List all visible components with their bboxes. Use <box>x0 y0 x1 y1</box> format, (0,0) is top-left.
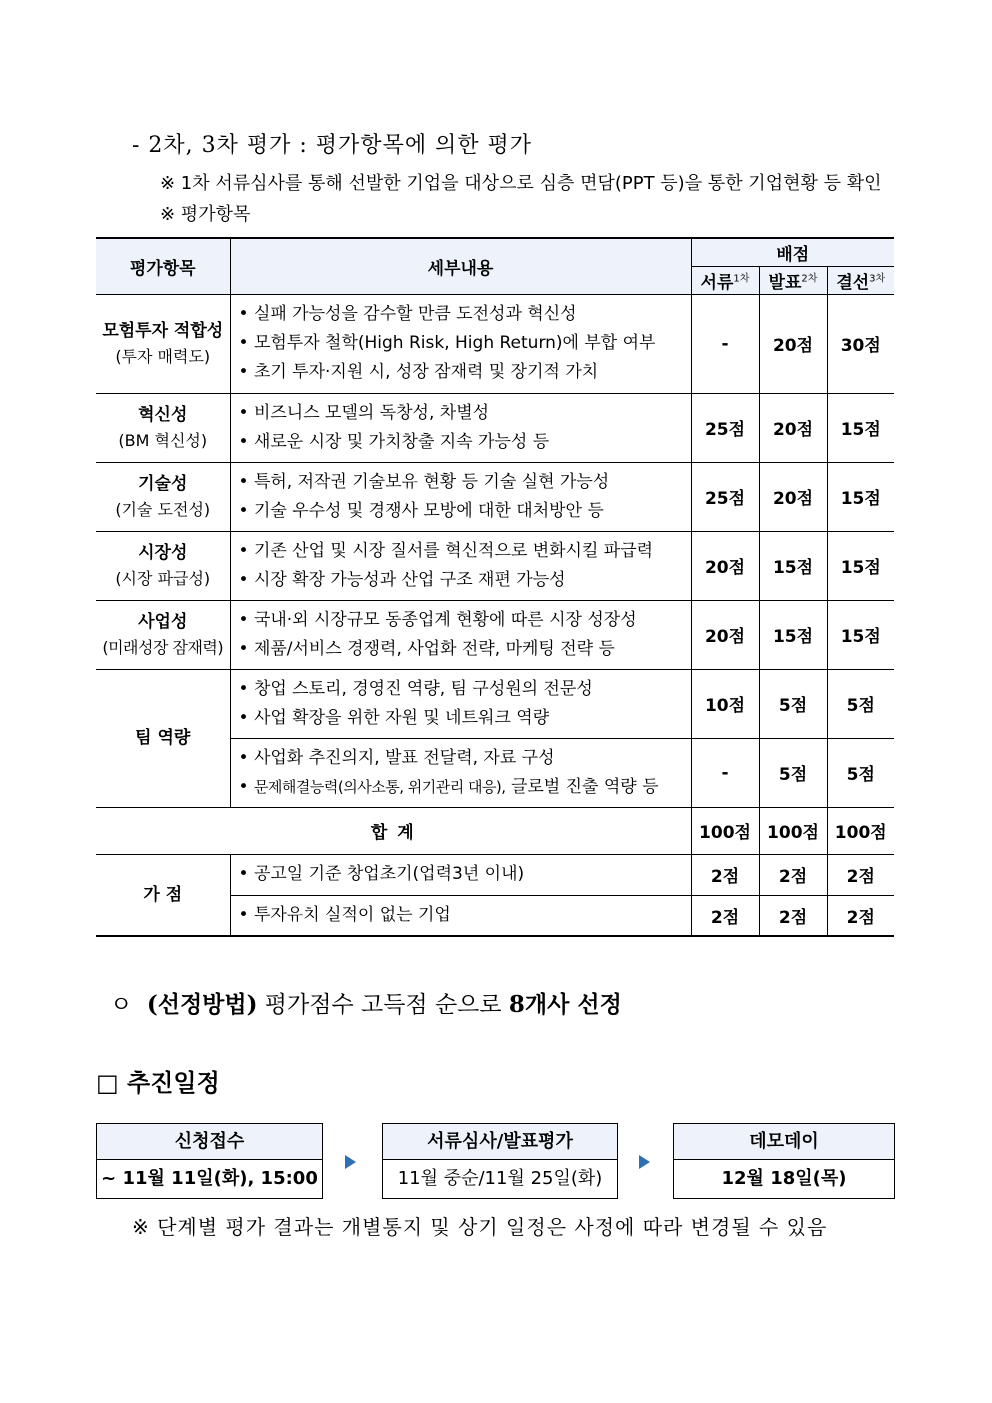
score-final: 15점 <box>827 531 894 600</box>
note-eval-items: ※ 평가항목 <box>160 204 251 225</box>
score-doc: 20점 <box>691 531 759 600</box>
step-title: 서류심사/발표평가 <box>383 1124 617 1160</box>
score-presentation: 15점 <box>759 531 827 600</box>
score-final: 15점 <box>827 600 894 669</box>
score-presentation: 5점 <box>759 738 827 807</box>
schedule-step-review <box>382 1123 618 1199</box>
detail-cell: • 창업 스토리, 경영진 역량, 팀 구성원의 전문성 • 사업 확장을 위한 자원 및 네트워크 역량 <box>230 669 691 738</box>
category-cell: 모험투자 적합성 (투자 매력도) <box>96 294 230 393</box>
score-presentation: 20점 <box>759 393 827 462</box>
score-doc: 2점 <box>691 854 759 895</box>
schedule-title: □ 추진일정 <box>96 1068 220 1097</box>
detail-cell: • 실패 가능성을 감수할 만큼 도전성과 혁신성 • 모험투자 철학(High Risk, High Return)에 부합 여부 • 초기 투자·지원 시, 성장 잠재력 및 장기적 가치 <box>230 294 691 393</box>
score-doc: 25점 <box>691 462 759 531</box>
category-cell: 혁신성 (BM 혁신성) <box>96 393 230 462</box>
header-final: 결선$^{3차}$ <box>827 266 894 294</box>
header-item: 평가항목 <box>96 238 230 294</box>
detail-cell: • 비즈니스 모델의 독창성, 차별성 • 새로운 시장 및 가치창출 지속 가능성 등 <box>230 393 691 462</box>
total-label: 합 계 <box>96 807 691 854</box>
schedule-note: ※ 단계별 평가 결과는 개별통지 및 상기 일정은 사정에 따라 변경될 수 있음 <box>132 1215 828 1239</box>
score-doc: 25점 <box>691 393 759 462</box>
category-cell: 시장성 (시장 파급성) <box>96 531 230 600</box>
score-doc: 10점 <box>691 669 759 738</box>
selection-method: ㅇ (선정방법) 평가점수 고득점 순으로 8개사 선정 <box>110 991 622 1018</box>
score-final: 2점 <box>827 895 894 936</box>
table-row <box>96 462 894 531</box>
score-presentation: 20점 <box>759 294 827 393</box>
header-presentation: 발표$^{2차}$ <box>759 266 827 294</box>
score-doc: 20점 <box>691 600 759 669</box>
step-value: ~ 11월 11일(화), 15:00 <box>101 1168 318 1189</box>
score-final: 15점 <box>827 462 894 531</box>
header-doc: 서류$^{1차}$ <box>691 266 759 294</box>
score-doc: - <box>691 294 759 393</box>
detail-cell: • 공고일 기준 창업초기(업력3년 이내) <box>230 854 691 895</box>
schedule-step-apply <box>96 1123 323 1199</box>
score-presentation: 20점 <box>759 462 827 531</box>
header-detail: 세부내용 <box>230 238 691 294</box>
score-presentation: 2점 <box>759 854 827 895</box>
evaluation-table <box>96 237 894 937</box>
score-presentation: 2점 <box>759 895 827 936</box>
table-row <box>96 669 894 738</box>
step-value: 12월 18일(목) <box>721 1168 847 1189</box>
total-final: 100점 <box>827 807 894 854</box>
detail-cell: • 기존 산업 및 시장 질서를 혁신적으로 변화시킬 파급력 • 시장 확장 가능성과 산업 구조 재편 가능성 <box>230 531 691 600</box>
step-value: 11월 중순/11월 25일(화) <box>397 1168 603 1189</box>
header-score: 배점 <box>691 238 894 266</box>
category-cell: 기술성 (기술 도전성) <box>96 462 230 531</box>
table-row <box>96 600 894 669</box>
score-final: 5점 <box>827 738 894 807</box>
total-doc: 100점 <box>691 807 759 854</box>
score-doc: - <box>691 738 759 807</box>
score-doc: 2점 <box>691 895 759 936</box>
score-presentation: 15점 <box>759 600 827 669</box>
table-row <box>96 393 894 462</box>
bonus-row <box>96 854 894 895</box>
score-final: 2점 <box>827 854 894 895</box>
sub-heading: - 2차, 3차 평가 : 평가항목에 의한 평가 <box>132 133 533 158</box>
table-row <box>96 294 894 393</box>
total-presentation: 100점 <box>759 807 827 854</box>
arrow-right-icon <box>639 1155 650 1169</box>
table-row <box>96 531 894 600</box>
schedule-step-demoday <box>673 1123 895 1199</box>
total-row <box>96 807 894 854</box>
detail-cell: • 특허, 저작권 기술보유 현황 등 기술 실현 가능성 • 기술 우수성 및 경쟁사 모방에 대한 대처방안 등 <box>230 462 691 531</box>
arrow-right-icon <box>345 1155 356 1169</box>
score-presentation: 5점 <box>759 669 827 738</box>
detail-cell: • 투자유치 실적이 없는 기업 <box>230 895 691 936</box>
bonus-label: 가 점 <box>96 854 230 936</box>
detail-cell: • 사업화 추진의지, 발표 전달력, 자료 구성 • 문제해결능력(의사소통, 위기관리 대응), 글로벌 진출 역량 등 <box>230 738 691 807</box>
category-cell: 팀 역량 <box>96 669 230 807</box>
detail-cell: • 국내·외 시장규모 동종업계 현황에 따른 시장 성장성 • 제품/서비스 경쟁력, 사업화 전략, 마케팅 전략 등 <box>230 600 691 669</box>
score-final: 30점 <box>827 294 894 393</box>
step-title: 데모데이 <box>674 1124 894 1160</box>
category-cell: 사업성 (미래성장 잠재력) <box>96 600 230 669</box>
score-final: 5점 <box>827 669 894 738</box>
note-first-round: ※ 1차 서류심사를 통해 선발한 기업을 대상으로 심층 면담(PPT 등)을 통한 기업현황 등 확인 <box>160 173 882 194</box>
step-title: 신청접수 <box>97 1124 322 1160</box>
score-final: 15점 <box>827 393 894 462</box>
